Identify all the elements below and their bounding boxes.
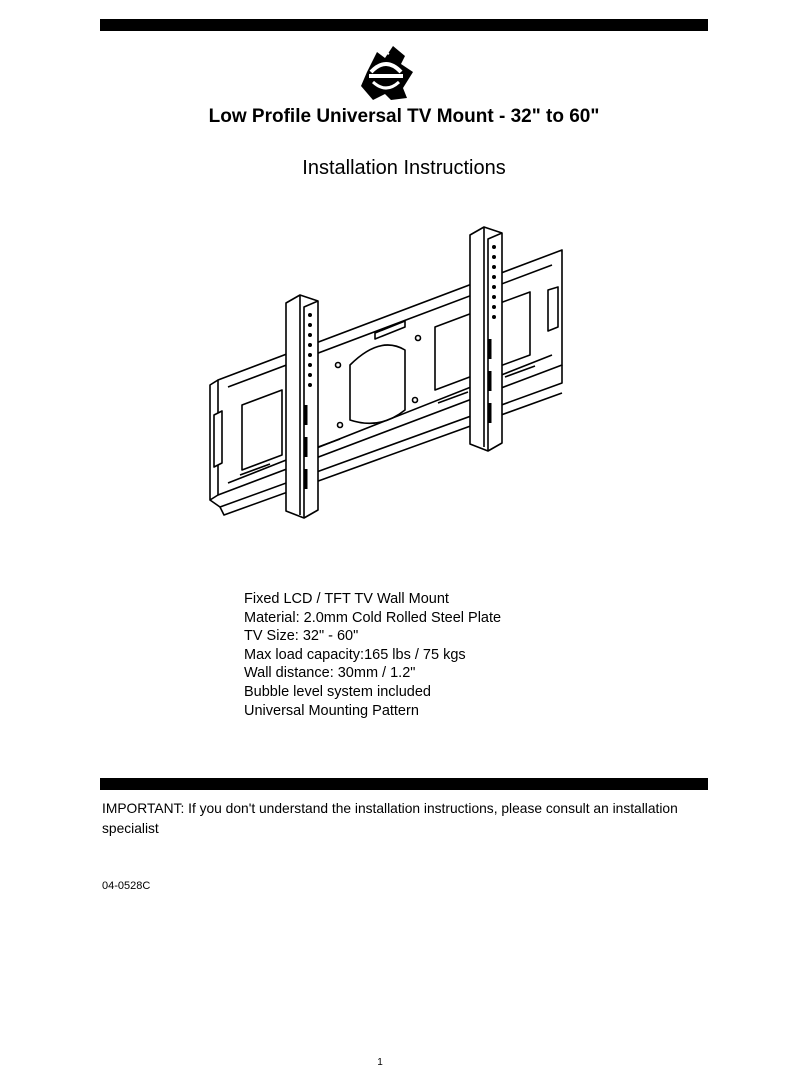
page-number: 1 [377, 1057, 383, 1068]
spec-item: Universal Mounting Pattern [244, 702, 419, 719]
important-notice: IMPORTANT: If you don't understand the installation instructions, please consult an installation specialist [102, 801, 678, 836]
spec-item: Max load capacity:165 lbs / 75 kgs [244, 646, 466, 663]
top-divider-bar [100, 19, 708, 31]
spec-list [244, 590, 501, 720]
tv-wall-mount-drawing [200, 215, 580, 535]
spec-item: Wall distance: 30mm / 1.2" [244, 665, 416, 682]
bottom-divider-bar [100, 778, 708, 790]
document-subtitle: Installation Instructions [302, 157, 506, 179]
spec-item: Fixed LCD / TFT TV Wall Mount [244, 591, 449, 607]
document-title: Low Profile Universal TV Mount - 32" to 60" [208, 106, 600, 127]
spec-item: TV Size: 32" - 60" [244, 628, 359, 645]
spec-item: Material: 2.0mm Cold Rolled Steel Plate [244, 609, 502, 626]
document-code: 04-0528C [102, 880, 151, 892]
spec-item: Bubble level system included [244, 683, 431, 700]
brand-logo-icon [355, 42, 417, 104]
